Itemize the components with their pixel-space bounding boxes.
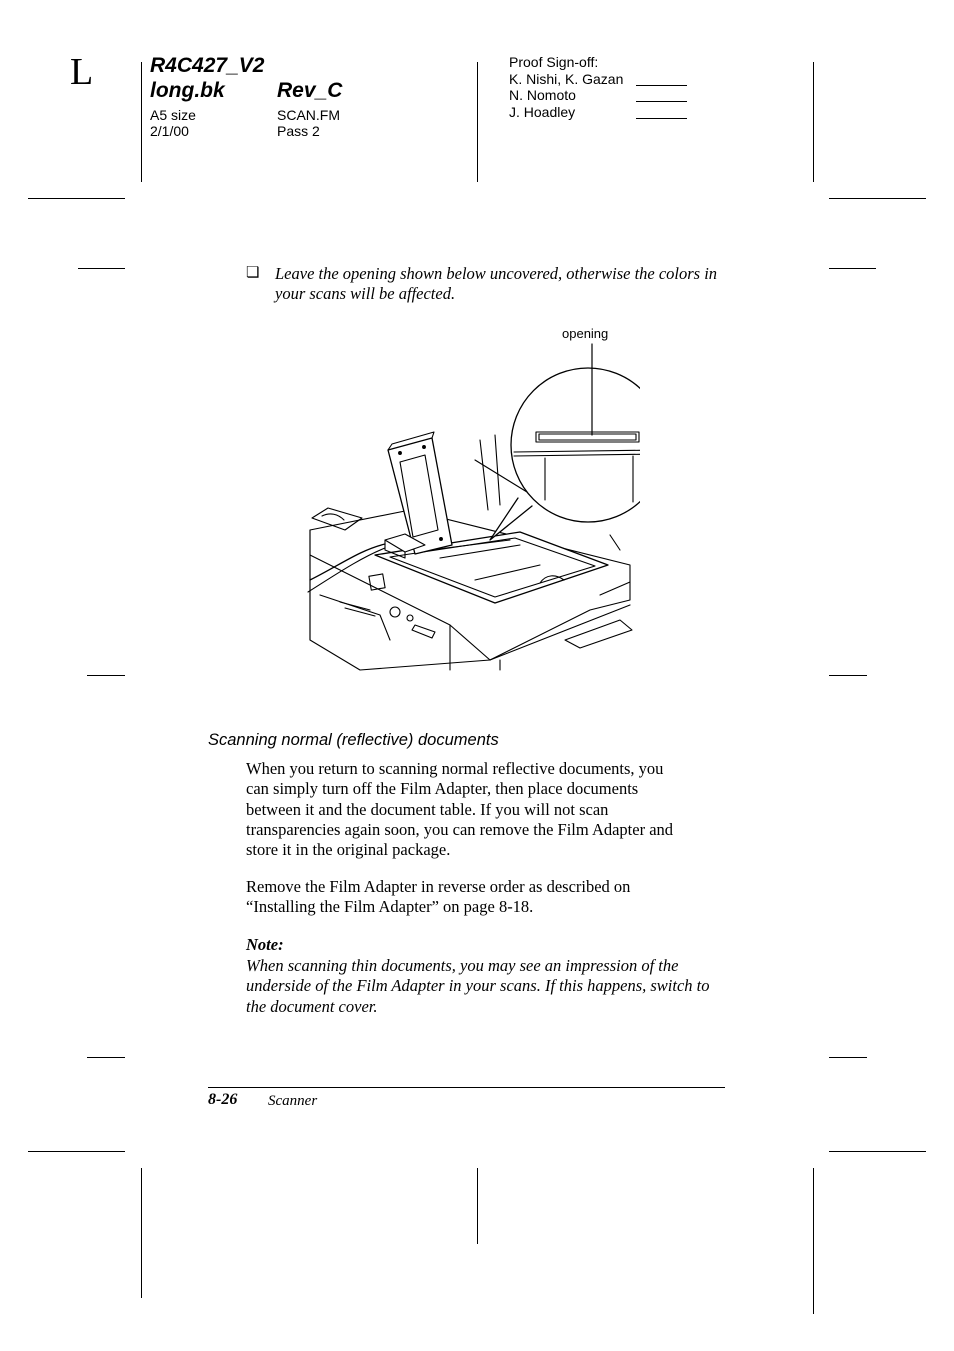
bullet-text [275,264,717,305]
header-book: long.bk [150,79,225,102]
bullet-line: Leave the opening shown below uncovered, otherwise the colors in [275,264,718,283]
signature-line [636,118,687,119]
proof-name: J. Hoadley [509,104,576,120]
bullet-line: your scans will be affected. [275,284,456,304]
header-rev: Rev_C [277,79,343,102]
paragraph-line: Remove the Film Adapter in reverse order as described on [246,877,631,896]
note-text [246,956,710,1017]
proof-name: K. Nishi, K. Gazan [509,71,624,87]
bullet-box-icon: ❏ [246,265,260,281]
figure-callout-label: opening [562,326,609,341]
header-pass: Pass 2 [277,123,320,139]
header-letter: L [70,51,94,93]
header-file: SCAN.FM [277,107,340,123]
signature-line [636,101,687,102]
paragraph-line: between it and the document table. If you will not scan [246,799,609,819]
paragraph-line: transparencies again soon, you can remove the Film Adapter and [246,819,674,839]
header-size: A5 size [150,107,196,123]
note-label: Note: [246,935,284,954]
footer-chapter: Scanner [268,1093,318,1109]
paragraph-line: store it in the original package. [246,840,451,860]
note-line: underside of the Film Adapter in your scans. If this happens, switch to [246,976,710,996]
proof-title: Proof Sign-off: [509,54,599,70]
header-date: 2/1/00 [150,123,189,139]
scanner-illustration [300,340,640,675]
header-model: R4C427_V2 [150,54,265,77]
note-line: When scanning thin documents, you may see an impression of the [246,956,679,975]
paragraph [246,759,673,860]
section-heading: Scanning normal (reflective) documents [208,731,499,749]
paragraph-line: “Installing the Film Adapter” on page 8-18. [246,897,534,917]
signature-line [636,85,687,86]
page-number: 8-26 [208,1091,238,1108]
paragraph-line: can simply turn off the Film Adapter, then place documents [246,779,639,799]
note-line: the document cover. [246,996,378,1016]
paragraph-line: When you return to scanning normal reflective documents, you [246,759,664,778]
paragraph [246,877,630,918]
proof-name: N. Nomoto [509,87,576,103]
footer-rule [208,1087,725,1088]
